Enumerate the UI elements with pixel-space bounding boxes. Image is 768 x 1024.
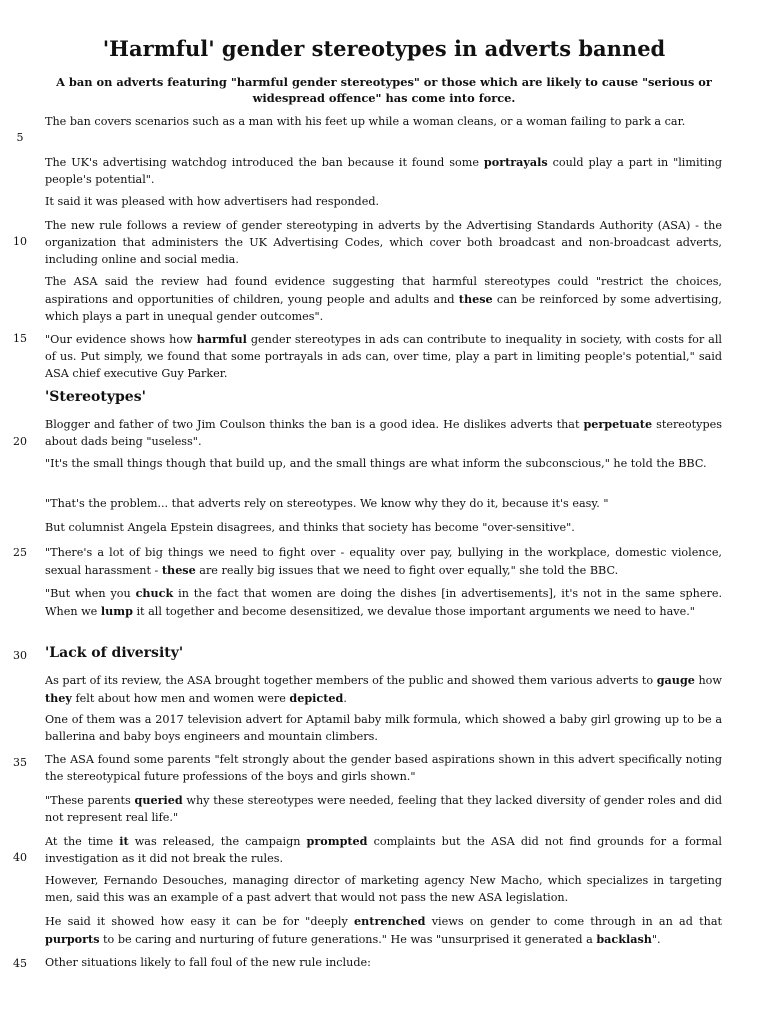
paragraph bbox=[45, 274, 722, 325]
text-run: "There's a lot of big things we need to fight over - equality over pay, bullying in the workplace, domestic violence, sexual harassment - bbox=[45, 546, 722, 577]
section-heading-stereotypes: 'Stereotypes' bbox=[45, 389, 146, 405]
text-run: felt about how men and women were bbox=[71, 691, 290, 705]
bold-word: backlash bbox=[596, 931, 652, 946]
bold-word: these bbox=[458, 291, 493, 306]
section-heading-lack-of-diversity: 'Lack of diversity' bbox=[45, 645, 184, 661]
article-title: 'Harmful' gender stereotypes in adverts banned bbox=[102, 36, 666, 61]
paragraph bbox=[45, 955, 722, 972]
text-run: "But when you bbox=[45, 587, 136, 600]
paragraph bbox=[45, 545, 722, 580]
text-run: Blogger and father of two Jim Coulson thinks the ban is a good idea. He dislikes adverts that bbox=[45, 418, 584, 431]
paragraph bbox=[45, 154, 722, 189]
text-run: One of them was a 2017 television advert for Aptamil baby milk formula, which showed a baby girl growing up to be a ballerina and baby boys engineers and mountain climbers. bbox=[45, 713, 722, 743]
line-number: 20 bbox=[13, 435, 27, 448]
text-run: "These parents bbox=[45, 794, 135, 807]
text-run: "It's the small things though that build up, and the small things are what inform the subconscious," he told the BBC. bbox=[45, 457, 707, 470]
bold-word: entrenched bbox=[354, 914, 426, 928]
text-run: can be reinforced by some advertising, which plays a part in unequal gender outcomes". bbox=[45, 292, 722, 323]
line-number: 30 bbox=[13, 649, 27, 662]
bold-word: chuck bbox=[135, 586, 174, 600]
text-run: was released, the campaign bbox=[128, 835, 307, 848]
bold-word: queried bbox=[134, 793, 183, 807]
line-number: 45 bbox=[13, 957, 27, 970]
text-run: views on gender to come through in an ad that bbox=[425, 915, 722, 928]
text-run: The new rule follows a review of gender stereotyping in adverts by the Advertising Standards Authority (ASA) - the organization that administers the UK Advertising Codes, which cover both broadcast and non-broadcast adverts, including online and social media. bbox=[45, 219, 722, 266]
paragraph bbox=[45, 520, 722, 537]
text-run: He said it showed how easy it can be for "deeply bbox=[45, 915, 355, 928]
line-number: 25 bbox=[13, 546, 27, 559]
bold-word: lump bbox=[100, 603, 133, 618]
paragraph bbox=[45, 712, 722, 746]
line-number: 40 bbox=[13, 851, 27, 864]
line-number: 15 bbox=[13, 332, 27, 345]
text-run: complaints but the ASA did not find grounds for a formal investigation as it did not break the rules. bbox=[45, 835, 723, 865]
text-run: The ASA said the review had found evidence suggesting that harmful stereotypes could "restrict the choices, aspirations and opportunities of children, young people and adults and bbox=[45, 275, 722, 306]
line-number: 35 bbox=[13, 756, 27, 769]
bold-word: they bbox=[45, 690, 72, 705]
text-run: . bbox=[343, 691, 347, 705]
line-number: 5 bbox=[16, 131, 24, 144]
text-run: it all together and become desensitized, we devalue those important arguments we need to have." bbox=[132, 604, 695, 618]
text-run: "That's the problem... that adverts rely on stereotypes. We know why they do it, because it's easy. " bbox=[45, 497, 609, 510]
paragraph bbox=[45, 913, 722, 949]
text-run: are really big issues that we need to fight over equally," she told the BBC. bbox=[195, 563, 619, 577]
paragraph bbox=[45, 218, 722, 268]
text-run: stereotypes about dads being "useless". bbox=[45, 418, 722, 448]
paragraph bbox=[45, 496, 722, 513]
text-run: "Our evidence shows how bbox=[45, 333, 197, 346]
paragraph bbox=[45, 456, 722, 473]
paragraph bbox=[45, 833, 722, 868]
paragraph bbox=[45, 792, 722, 827]
paragraph bbox=[45, 114, 722, 131]
article-subtitle: A ban on adverts featuring "harmful gender stereotypes" or those which are likely to cause "serious or widespread offence" has come into force. bbox=[56, 75, 712, 105]
bold-word: portrayals bbox=[483, 155, 548, 169]
text-run: The ASA found some parents "felt strongly about the gender based aspirations shown in this advert specifically noting the stereotypical future professions of the boys and girls shown." bbox=[45, 753, 722, 783]
text-run: The UK's advertising watchdog introduced the ban because it found some bbox=[45, 156, 484, 169]
text-run: The ban covers scenarios such as a man with his feet up while a woman cleans, or a woman failing to park a car. bbox=[45, 115, 686, 128]
paragraph bbox=[45, 585, 722, 621]
paragraph bbox=[45, 331, 722, 382]
text-run: As part of its review, the ASA brought together members of the public and showed them various adverts to bbox=[45, 674, 657, 687]
text-run: At the time bbox=[45, 835, 120, 848]
text-run: in the fact that women are doing the dishes [in advertisements], it's not in the same sphere. When we bbox=[45, 587, 723, 618]
text-run: However, Fernando Desouches, managing director of marketing agency New Macho, which specializes in targeting men, said this was an example of a past advert that would not pass the new ASA legislation. bbox=[45, 874, 722, 904]
text-run: why these stereotypes were needed, feeling that they lacked diversity of gender roles and did not represent real life." bbox=[45, 794, 722, 824]
text-run: It said it was pleased with how advertisers had responded. bbox=[45, 195, 380, 208]
bold-word: purports bbox=[45, 931, 100, 946]
bold-word: it bbox=[119, 834, 129, 848]
text-run: Other situations likely to fall foul of the new rule include: bbox=[45, 956, 371, 969]
line-number: 10 bbox=[13, 235, 27, 248]
bold-word: gauge bbox=[656, 673, 695, 687]
paragraph bbox=[45, 672, 722, 708]
text-run: But columnist Angela Epstein disagrees, and thinks that society has become "over-sensitive". bbox=[45, 521, 575, 534]
paragraph bbox=[45, 873, 722, 907]
bold-word: perpetuate bbox=[583, 417, 653, 431]
bold-word: these bbox=[161, 562, 196, 577]
text-run: ". bbox=[651, 932, 661, 946]
paragraph bbox=[45, 416, 722, 451]
text-run: gender stereotypes in ads can contribute to inequality in society, with costs for all of us. Put simply, we found that some portrayals in ads can, over time, play a part in limiting people's potential," said ASA chief executive Guy Parker. bbox=[45, 333, 722, 380]
bold-word: depicted bbox=[289, 690, 344, 705]
paragraph bbox=[45, 752, 722, 786]
text-run: to be caring and nurturing of future generations." He was "unsurprised it generated a bbox=[99, 932, 597, 946]
text-run: how bbox=[694, 674, 722, 687]
bold-word: harmful bbox=[196, 332, 247, 346]
paragraph bbox=[45, 194, 722, 211]
text-run: could play a part in "limiting people's potential". bbox=[45, 156, 723, 186]
bold-word: prompted bbox=[306, 834, 368, 848]
